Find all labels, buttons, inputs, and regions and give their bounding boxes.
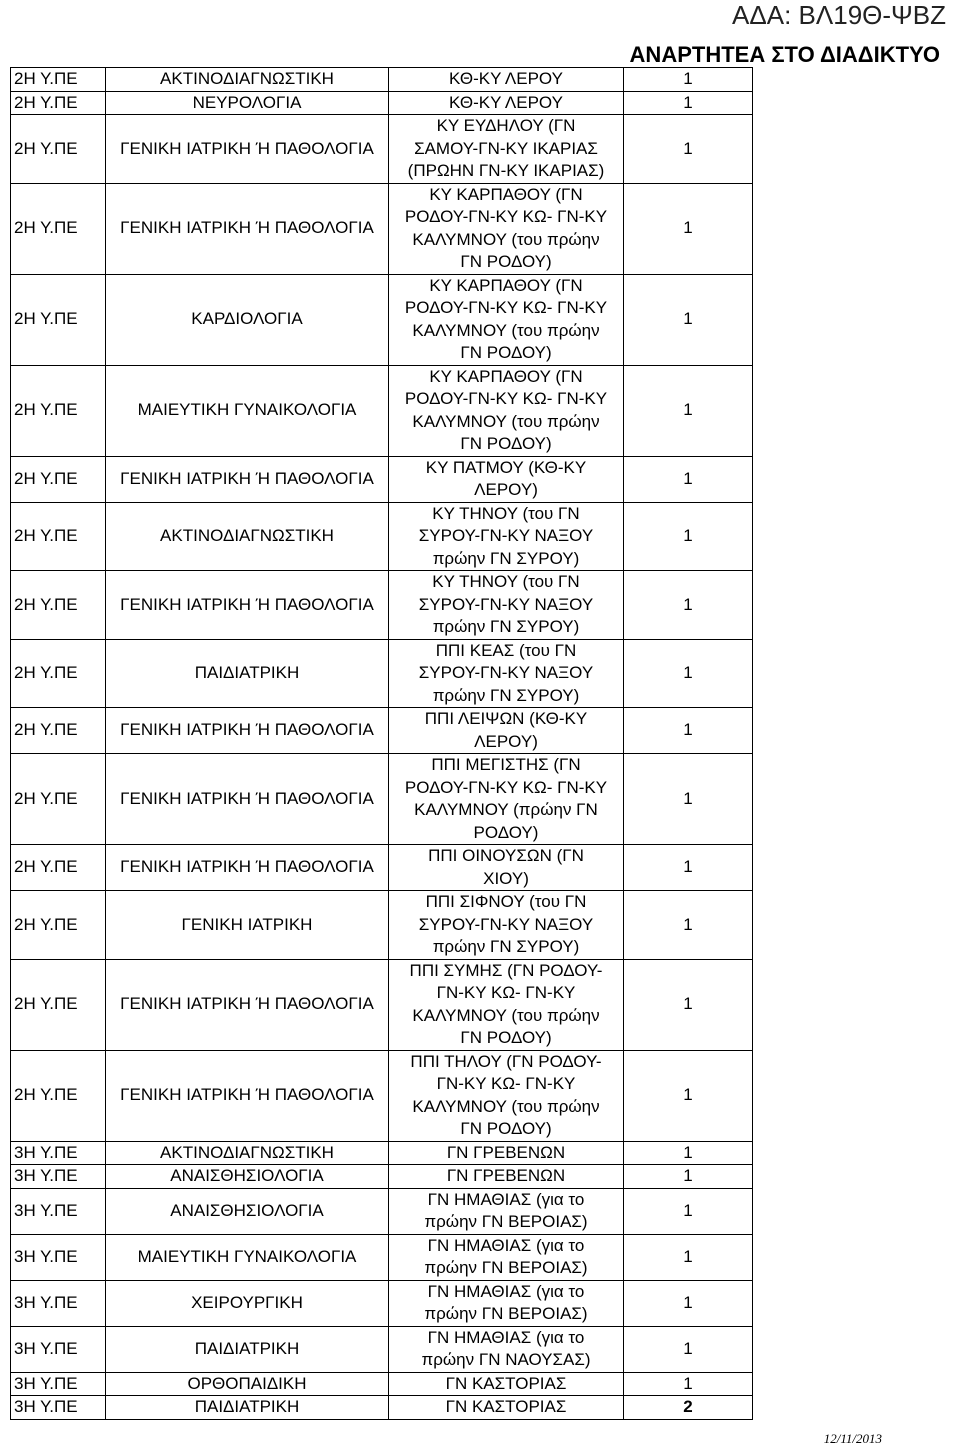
specialty-cell: ΓΕΝΙΚΗ ΙΑΤΡΙΚΗ Ή ΠΑΘΟΛΟΓΙΑ: [106, 571, 389, 640]
specialty-cell: ΟΡΘΟΠΑΙΔΙΚΗ: [106, 1372, 389, 1396]
unit-cell: ΓΝ ΗΜΑΘΙΑΣ (για το πρώην ΓΝ ΝΑΟΥΣΑΣ): [389, 1326, 624, 1372]
specialty-cell: ΚΑΡΔΙΟΛΟΓΙΑ: [106, 274, 389, 365]
ype-cell: 2Η Υ.ΠΕ: [11, 68, 106, 92]
specialty-cell: ΠΑΙΔΙΑΤΡΙΚΗ: [106, 1326, 389, 1372]
table-row: [11, 502, 753, 571]
table-row: [11, 1141, 753, 1165]
ype-cell: 2Η Υ.ΠΕ: [11, 365, 106, 456]
specialty-cell: ΑΚΤΙΝΟΔΙΑΓΝΩΣΤΙΚΗ: [106, 1141, 389, 1165]
specialty-cell: ΑΚΤΙΝΟΔΙΑΓΝΩΣΤΙΚΗ: [106, 68, 389, 92]
count-cell: 1: [624, 274, 753, 365]
unit-cell: ΚΥ ΚΑΡΠΑΘΟΥ (ΓΝ ΡΟΔΟΥ-ΓΝ-ΚΥ ΚΩ- ΓΝ-ΚΥ ΚΑΛΥΜΝΟΥ (του πρώην ΓΝ ΡΟΔΟΥ): [389, 365, 624, 456]
specialty-cell: ΓΕΝΙΚΗ ΙΑΤΡΙΚΗ Ή ΠΑΘΟΛΟΓΙΑ: [106, 115, 389, 184]
count-cell: 1: [624, 183, 753, 274]
table-row: [11, 1188, 753, 1234]
specialty-cell: ΓΕΝΙΚΗ ΙΑΤΡΙΚΗ Ή ΠΑΘΟΛΟΓΙΑ: [106, 183, 389, 274]
ype-cell: 3Η Υ.ΠΕ: [11, 1165, 106, 1189]
count-cell: 1: [624, 1234, 753, 1280]
table-row: [11, 1050, 753, 1141]
unit-cell: ΠΠΙ ΤΗΛΟΥ (ΓΝ ΡΟΔΟΥ- ΓΝ-ΚΥ ΚΩ- ΓΝ-ΚΥ ΚΑΛΥΜΝΟΥ (του πρώην ΓΝ ΡΟΔΟΥ): [389, 1050, 624, 1141]
specialty-cell: ΠΑΙΔΙΑΤΡΙΚΗ: [106, 1396, 389, 1420]
specialty-cell: ΠΑΙΔΙΑΤΡΙΚΗ: [106, 639, 389, 708]
ype-cell: 3Η Υ.ΠΕ: [11, 1141, 106, 1165]
ype-cell: 2Η Υ.ΠΕ: [11, 502, 106, 571]
table-row: [11, 891, 753, 960]
count-cell: 1: [624, 68, 753, 92]
specialty-cell: ΓΕΝΙΚΗ ΙΑΤΡΙΚΗ Ή ΠΑΘΟΛΟΓΙΑ: [106, 845, 389, 891]
unit-cell: ΠΠΙ ΚΕΑΣ (του ΓΝ ΣΥΡΟΥ-ΓΝ-ΚΥ ΝΑΞΟΥ πρώην ΓΝ ΣΥΡΟΥ): [389, 639, 624, 708]
ada-code: ΑΔΑ: ΒΛ19Θ-ΨΒΖ: [732, 0, 946, 30]
specialty-cell: ΑΚΤΙΝΟΔΙΑΓΝΩΣΤΙΚΗ: [106, 502, 389, 571]
specialty-cell: ΓΕΝΙΚΗ ΙΑΤΡΙΚΗ Ή ΠΑΘΟΛΟΓΙΑ: [106, 1050, 389, 1141]
document-date: 12/11/2013: [823, 1431, 882, 1446]
ype-cell: 2Η Υ.ΠΕ: [11, 708, 106, 754]
ype-cell: 2Η Υ.ΠΕ: [11, 456, 106, 502]
unit-cell: ΓΝ ΗΜΑΘΙΑΣ (για το πρώην ΓΝ ΒΕΡΟΙΑΣ): [389, 1188, 624, 1234]
unit-cell: ΓΝ ΗΜΑΘΙΑΣ (για το πρώην ΓΝ ΒΕΡΟΙΑΣ): [389, 1280, 624, 1326]
table-row: [11, 1396, 753, 1420]
ype-cell: 2Η Υ.ΠΕ: [11, 639, 106, 708]
ype-cell: 2Η Υ.ΠΕ: [11, 959, 106, 1050]
ype-cell: 2Η Υ.ΠΕ: [11, 1050, 106, 1141]
count-cell: 1: [624, 639, 753, 708]
specialty-cell: ΓΕΝΙΚΗ ΙΑΤΡΙΚΗ Ή ΠΑΘΟΛΟΓΙΑ: [106, 959, 389, 1050]
unit-cell: ΓΝ ΚΑΣΤΟΡΙΑΣ: [389, 1372, 624, 1396]
unit-cell: ΓΝ ΓΡΕΒΕΝΩΝ: [389, 1165, 624, 1189]
ype-cell: 2Η Υ.ΠΕ: [11, 274, 106, 365]
unit-cell: ΓΝ ΗΜΑΘΙΑΣ (για το πρώην ΓΝ ΒΕΡΟΙΑΣ): [389, 1234, 624, 1280]
unit-cell: ΚΘ-ΚΥ ΛΕΡΟΥ: [389, 68, 624, 92]
specialty-cell: ΓΕΝΙΚΗ ΙΑΤΡΙΚΗ Ή ΠΑΘΟΛΟΓΙΑ: [106, 456, 389, 502]
unit-cell: ΠΠΙ ΛΕΙΨΩΝ (ΚΘ-ΚΥ ΛΕΡΟΥ): [389, 708, 624, 754]
ype-cell: 2Η Υ.ΠΕ: [11, 845, 106, 891]
count-cell: 1: [624, 1050, 753, 1141]
table-row: [11, 639, 753, 708]
specialty-cell: ΜΑΙΕΥΤΙΚΗ ΓΥΝΑΙΚΟΛΟΓΙΑ: [106, 365, 389, 456]
unit-cell: ΚΥ ΕΥΔΗΛΟΥ (ΓΝ ΣΑΜΟΥ-ΓΝ-ΚΥ ΙΚΑΡΙΑΣ (ΠΡΩΗΝ ΓΝ-ΚΥ ΙΚΑΡΙΑΣ): [389, 115, 624, 184]
count-cell: 1: [624, 502, 753, 571]
unit-cell: ΓΝ ΚΑΣΤΟΡΙΑΣ: [389, 1396, 624, 1420]
ype-cell: 2Η Υ.ΠΕ: [11, 115, 106, 184]
ype-cell: 3Η Υ.ΠΕ: [11, 1372, 106, 1396]
ype-cell: 3Η Υ.ΠΕ: [11, 1188, 106, 1234]
table-row: [11, 845, 753, 891]
count-cell: 1: [624, 1326, 753, 1372]
specialty-cell: ΑΝΑΙΣΘΗΣΙΟΛΟΓΙΑ: [106, 1188, 389, 1234]
table-row: [11, 708, 753, 754]
unit-cell: ΚΘ-ΚΥ ΛΕΡΟΥ: [389, 91, 624, 115]
count-cell: 1: [624, 365, 753, 456]
count-cell: 1: [624, 456, 753, 502]
table-row: [11, 68, 753, 92]
count-cell: 1: [624, 959, 753, 1050]
unit-cell: ΚΥ ΚΑΡΠΑΘΟΥ (ΓΝ ΡΟΔΟΥ-ΓΝ-ΚΥ ΚΩ- ΓΝ-ΚΥ ΚΑΛΥΜΝΟΥ (του πρώην ΓΝ ΡΟΔΟΥ): [389, 183, 624, 274]
ype-cell: 3Η Υ.ΠΕ: [11, 1280, 106, 1326]
ype-cell: 2Η Υ.ΠΕ: [11, 571, 106, 640]
count-cell: 1: [624, 708, 753, 754]
table-row: [11, 754, 753, 845]
table-row: [11, 959, 753, 1050]
count-cell: 1: [624, 115, 753, 184]
publication-notice: ΑΝΑΡΤΗΤΕΑ ΣΤΟ ΔΙΑΔΙΚΤΥΟ: [629, 42, 940, 67]
table-row: [11, 1165, 753, 1189]
table-row: [11, 456, 753, 502]
unit-cell: ΚΥ ΤΗΝΟΥ (του ΓΝ ΣΥΡΟΥ-ΓΝ-ΚΥ ΝΑΞΟΥ πρώην ΓΝ ΣΥΡΟΥ): [389, 571, 624, 640]
table-row: [11, 365, 753, 456]
table-row: [11, 183, 753, 274]
specialty-cell: ΓΕΝΙΚΗ ΙΑΤΡΙΚΗ Ή ΠΑΘΟΛΟΓΙΑ: [106, 754, 389, 845]
table-row: [11, 1326, 753, 1372]
ype-cell: 3Η Υ.ΠΕ: [11, 1234, 106, 1280]
unit-cell: ΓΝ ΓΡΕΒΕΝΩΝ: [389, 1141, 624, 1165]
ype-cell: 3Η Υ.ΠΕ: [11, 1326, 106, 1372]
table-row: [11, 115, 753, 184]
unit-cell: ΚΥ ΚΑΡΠΑΘΟΥ (ΓΝ ΡΟΔΟΥ-ΓΝ-ΚΥ ΚΩ- ΓΝ-ΚΥ ΚΑΛΥΜΝΟΥ (του πρώην ΓΝ ΡΟΔΟΥ): [389, 274, 624, 365]
unit-cell: ΠΠΙ ΣΙΦΝΟΥ (του ΓΝ ΣΥΡΟΥ-ΓΝ-ΚΥ ΝΑΞΟΥ πρώην ΓΝ ΣΥΡΟΥ): [389, 891, 624, 960]
table-row: [11, 1234, 753, 1280]
ype-cell: 2Η Υ.ΠΕ: [11, 91, 106, 115]
specialty-cell: ΝΕΥΡΟΛΟΓΙΑ: [106, 91, 389, 115]
count-cell: 1: [624, 1188, 753, 1234]
positions-table: [10, 67, 753, 1420]
ype-cell: 3Η Υ.ΠΕ: [11, 1396, 106, 1420]
specialty-cell: ΑΝΑΙΣΘΗΣΙΟΛΟΓΙΑ: [106, 1165, 389, 1189]
unit-cell: ΠΠΙ ΟΙΝΟΥΣΩΝ (ΓΝ ΧΙΟΥ): [389, 845, 624, 891]
ype-cell: 2Η Υ.ΠΕ: [11, 891, 106, 960]
specialty-cell: ΧΕΙΡΟΥΡΓΙΚΗ: [106, 1280, 389, 1326]
count-cell: 1: [624, 754, 753, 845]
count-cell: 1: [624, 1165, 753, 1189]
unit-cell: ΚΥ ΤΗΝΟΥ (του ΓΝ ΣΥΡΟΥ-ΓΝ-ΚΥ ΝΑΞΟΥ πρώην ΓΝ ΣΥΡΟΥ): [389, 502, 624, 571]
count-cell: 1: [624, 91, 753, 115]
count-cell: 1: [624, 1141, 753, 1165]
ype-cell: 2Η Υ.ΠΕ: [11, 183, 106, 274]
count-cell: 1: [624, 891, 753, 960]
positions-table-body: [11, 68, 753, 1420]
specialty-cell: ΓΕΝΙΚΗ ΙΑΤΡΙΚΗ: [106, 891, 389, 960]
specialty-cell: ΓΕΝΙΚΗ ΙΑΤΡΙΚΗ Ή ΠΑΘΟΛΟΓΙΑ: [106, 708, 389, 754]
count-cell: 1: [624, 1280, 753, 1326]
table-row: [11, 1280, 753, 1326]
unit-cell: ΠΠΙ ΣΥΜΗΣ (ΓΝ ΡΟΔΟΥ- ΓΝ-ΚΥ ΚΩ- ΓΝ-ΚΥ ΚΑΛΥΜΝΟΥ (του πρώην ΓΝ ΡΟΔΟΥ): [389, 959, 624, 1050]
count-cell: 2: [624, 1396, 753, 1420]
unit-cell: ΠΠΙ ΜΕΓΙΣΤΗΣ (ΓΝ ΡΟΔΟΥ-ΓΝ-ΚΥ ΚΩ- ΓΝ-ΚΥ ΚΑΛΥΜΝΟΥ (πρώην ΓΝ ΡΟΔΟΥ): [389, 754, 624, 845]
table-row: [11, 571, 753, 640]
table-row: [11, 1372, 753, 1396]
count-cell: 1: [624, 571, 753, 640]
count-cell: 1: [624, 1372, 753, 1396]
count-cell: 1: [624, 845, 753, 891]
table-row: [11, 274, 753, 365]
specialty-cell: ΜΑΙΕΥΤΙΚΗ ΓΥΝΑΙΚΟΛΟΓΙΑ: [106, 1234, 389, 1280]
ype-cell: 2Η Υ.ΠΕ: [11, 754, 106, 845]
table-row: [11, 91, 753, 115]
unit-cell: ΚΥ ΠΑΤΜΟΥ (ΚΘ-ΚΥ ΛΕΡΟΥ): [389, 456, 624, 502]
